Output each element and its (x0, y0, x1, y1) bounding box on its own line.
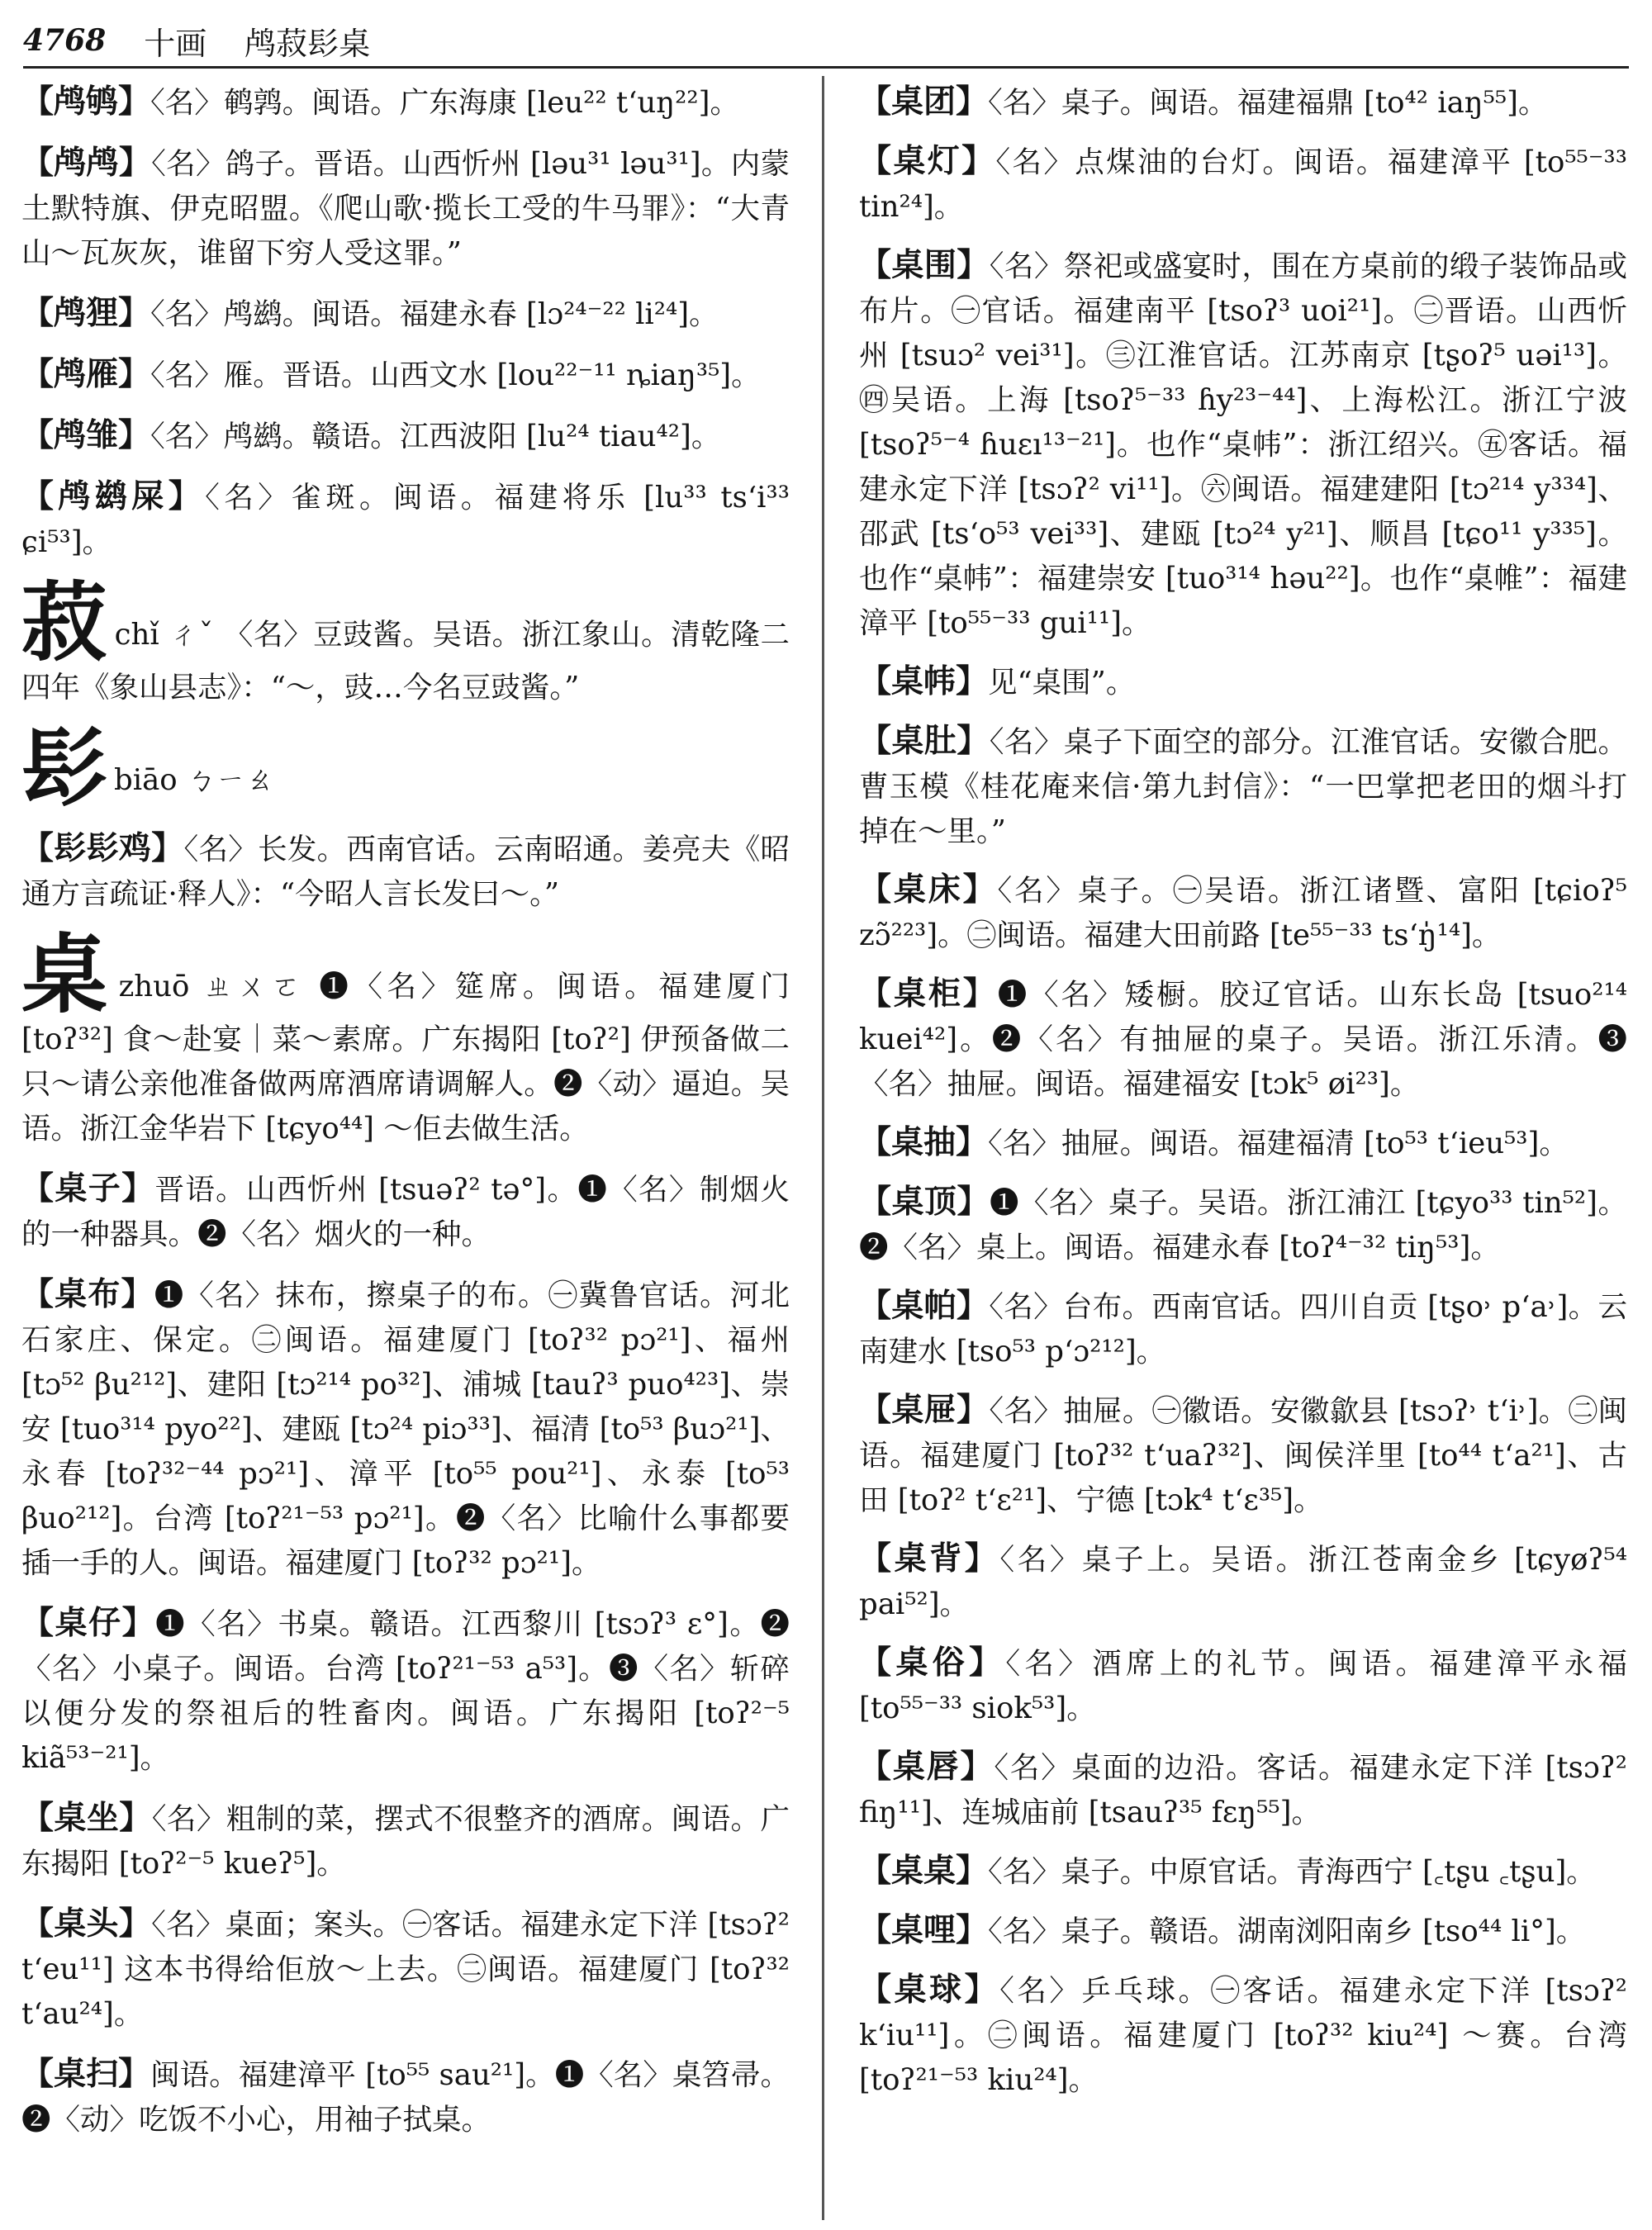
entry-headword: 【髟髟鸡】 (21, 829, 184, 867)
dictionary-entry (21, 1901, 790, 2037)
dictionary-entry (859, 1908, 1627, 1954)
entry-headword: 【桌团】 (859, 83, 989, 121)
entry-headword: 【桌灯】 (859, 142, 996, 180)
entry-definition: ❶〈名〉桌子。吴语。浙江浦江 [tɕyo³³ tin⁵²]。❷〈名〉桌上。闽语。福建永春 [toʔ⁴⁻³² tiŋ⁵³]。 (859, 1186, 1627, 1264)
dictionary-entry (21, 826, 790, 917)
dictionary-entry (21, 1601, 790, 1781)
entry-headword: 【鸬狸】 (21, 294, 151, 332)
entry-definition: 〈名〉桌子。闽语。福建福鼎 [to⁴² iaŋ⁵⁵]。 (988, 86, 1548, 120)
entry-definition: 〈名〉点煤油的台灯。闽语。福建漳平 [to⁵⁵⁻³³ tin²⁴]。 (859, 145, 1627, 224)
dictionary-entry (859, 659, 1627, 705)
character-entry (21, 572, 790, 710)
character-entry (21, 923, 790, 1151)
dictionary-entry (21, 79, 790, 126)
entry-headword: 【桌仔】 (21, 1604, 156, 1642)
entry-definition: 〈名〉桌面；案头。㊀客话。福建永定下洋 [tsɔʔ² tʻeu¹¹] 这本书得给佢放～上去。㊁闽语。福建厦门 [toʔ³² tʻau²⁴]。 (21, 1908, 790, 2031)
entry-headword: 【桌俗】 (859, 1644, 1006, 1682)
entry-headword: 【桌床】 (859, 871, 998, 909)
page-header (23, 15, 1629, 69)
dictionary-entry (859, 1179, 1627, 1270)
dictionary-entry (859, 1744, 1627, 1835)
entry-definition: 〈名〉乒乓球。㊀客话。福建永定下洋 [tsɔʔ² kʻiu¹¹]。㊁闽语。福建厦门 [toʔ³² kiu²⁴] ～赛。台湾 [toʔ²¹⁻⁵³ kiu²⁴]。 (859, 1974, 1627, 2097)
entry-headword: 【桌头】 (21, 1905, 152, 1943)
entry-headword: 【鸬鸬】 (21, 144, 152, 182)
entry-headword: 【桌布】 (21, 1275, 154, 1313)
dictionary-entry (21, 140, 790, 276)
dictionary-entry (21, 291, 790, 337)
dictionary-entry (859, 79, 1627, 126)
entry-definition: zhuō ㄓㄨㄛ ❶〈名〉筵席。闽语。福建厦门 [toʔ³²] 食～赴宴｜菜～素席。广东揭阳 [toʔ²] 伊预备做二只～请公亲他准备做两席酒席请调解人。❷〈动〉逼迫。吴语。浙江金华岩下 [tɕyo⁴⁴] ～佢去做生活。 (21, 970, 790, 1146)
entry-definition: 〈名〉桌子。㊀吴语。浙江诸暨、富阳 [tɕioʔ⁵ zɔ̃²²³]。㊁闽语。福建大田前路 [te⁵⁵⁻³³ tsʻŋ̍¹⁴]。 (859, 874, 1627, 952)
dictionary-entry (859, 243, 1627, 646)
dictionary-entry (21, 1166, 790, 1257)
entry-headword: 【桌帏】 (859, 662, 989, 700)
dictionary-entry (859, 1967, 1627, 2103)
page-number: 4768 (23, 23, 107, 58)
entry-headword: 【桌帕】 (859, 1287, 990, 1325)
dictionary-entry (859, 719, 1627, 854)
dictionary-entry (859, 867, 1627, 958)
entry-headword: 【鸬雏】 (21, 416, 151, 454)
entry-definition: 闽语。福建漳平 [to⁵⁵ sau²¹]。❶〈名〉桌笤帚。❷〈动〉吃饭不小心，用袖子拭桌。 (21, 2058, 790, 2137)
entry-definition: ❶〈名〉抹布，擦桌子的布。㊀冀鲁官话。河北石家庄、保定。㊁闽语。福建厦门 [toʔ³² pɔ²¹]、福州 [tɔ⁵² βu²¹²]、建阳 [tɔ²¹⁴ po³²]、浦城 [tauʔ³ puo⁴²³]、崇安 [tuo³¹⁴ pyo²²]、建瓯 [tɔ²⁴ piɔ³³]、福清 [to⁵³ βuɔ²¹]、永春 [toʔ³²⁻⁴⁴ pɔ²¹]、漳平 [to⁵⁵ pou²¹]、永泰 [to⁵³ βuo²¹²]。台湾 [toʔ²¹⁻⁵³ pɔ²¹]。❷〈名〉比喻什么事都要插一手的人。闽语。福建厦门 [toʔ³² pɔ²¹]。 (21, 1279, 790, 1580)
entry-definition: 〈名〉鸬鹚。赣语。江西波阳 [lu²⁴ tiau⁴²]。 (150, 420, 721, 453)
entry-definition: chǐ ㄔˇ 〈名〉豆豉酱。吴语。浙江象山。清乾隆二四年《象山县志》：“～，豉…今名豆豉酱。” (21, 618, 790, 705)
column-divider (822, 76, 824, 2220)
entry-definition: 〈名〉长发。西南官话。云南昭通。姜亮夫《昭通方言疏证·释人》：“今昭人言长发曰～。” (21, 833, 790, 911)
entry-definition: 〈名〉雀斑。闽语。福建将乐 [lu³³ tsʻi³³ ɕi⁵³]。 (21, 481, 790, 559)
entry-definition: 〈名〉雁。晋语。山西文水 [lou²²⁻¹¹ ȵiaŋ³⁵]。 (150, 358, 761, 392)
dictionary-entry (859, 1120, 1627, 1166)
dictionary-entry (21, 1272, 790, 1586)
entry-definition: 〈名〉鸬鹚。闽语。福建永春 [lɔ²⁴⁻²² li²⁴]。 (150, 297, 719, 331)
right-column (859, 79, 1627, 2220)
entry-headword: 【桌肚】 (859, 722, 990, 760)
entry-headword: 【鸬鸲】 (21, 83, 151, 121)
entry-headword: 【桌扫】 (21, 2055, 151, 2093)
stroke-count: 十画 (144, 25, 207, 62)
entry-definition: 〈名〉粗制的菜，摆式不很整齐的酒席。闽语。广东揭阳 [toʔ²⁻⁵ kueʔ⁵]。 (21, 1802, 790, 1881)
dictionary-entry (21, 352, 790, 398)
entry-headword: 【鸬雁】 (21, 355, 151, 393)
entry-definition: 〈名〉祭祀或盛宴时，围在方桌前的缎子装饰品或布片。㊀官话。福建南平 [tsoʔ³ uoi²¹]。㊁晋语。山西忻州 [tsuɔ² vei³¹]。㊂江淮官话。江苏南京 [tʂoʔ⁵ uəi¹³]。㊃吴语。上海 [tsoʔ⁵⁻³³ ɦy²³⁻⁴⁴]、上海松江。浙江宁波 [tsoʔ⁵⁻⁴ ɦuɛı¹³⁻²¹]。也作“桌帏”：浙江绍兴。㊄客话。福建永定下洋 [tsɔʔ² vi¹¹]。㊅闽语。福建建阳 [tɔ²¹⁴ y³³⁴]、邵武 [tsʻo⁵³ vei³³]、建瓯 [tɔ²⁴ y²¹]、顺昌 [tɕo¹¹ y³³⁵]。也作“桌帏”：福建崇安 [tuo³¹⁴ həu²²]。也作“桌帷”：福建漳平 [to⁵⁵⁻³³ gui¹¹]。 (859, 249, 1627, 640)
entry-definition: ❶〈名〉书桌。赣语。江西黎川 [tsɔʔ³ ɛ°]。❷〈名〉小桌子。闽语。台湾 [toʔ²¹⁻⁵³ a⁵³]。❸〈名〉斩碎以便分发的祭祖后的牲畜肉。闽语。广东揭阳 [toʔ²⁻⁵ kiã⁵³⁻²¹]。 (21, 1607, 790, 1775)
entry-definition: 〈名〉鸽子。晋语。山西忻州 [ləu³¹ ləu³¹]。内蒙土默特旗、伊克昭盟。《爬山歌·揽长工受的牛马罪》：“大青山～瓦灰灰，谁留下穷人受这罪。” (21, 147, 790, 270)
dictionary-entry (21, 1796, 790, 1886)
entry-headword: 【桌坐】 (21, 1799, 152, 1837)
head-character: 髟 (21, 717, 108, 818)
head-character: 菽 (21, 572, 108, 673)
entry-definition: 〈名〉桌面的边沿。客话。福建永定下洋 [tsɔʔ² fiŋ¹¹]、连城庙前 [tsauʔ³⁵ fɛŋ⁵⁵]。 (859, 1751, 1627, 1829)
entry-headword: 【桌抽】 (859, 1123, 989, 1161)
head-character: 桌 (21, 923, 112, 1025)
dictionary-entry (859, 1283, 1627, 1374)
entry-definition: 见“桌围”。 (988, 666, 1136, 700)
dictionary-entry (859, 971, 1627, 1107)
dictionary-entry (859, 139, 1627, 230)
entry-headword: 【桌哩】 (859, 1911, 989, 1949)
dictionary-entry (859, 1536, 1627, 1627)
entry-headword: 【桌子】 (21, 1170, 155, 1208)
dictionary-entry (21, 413, 790, 459)
entry-definition: 〈名〉酒席上的礼节。闽语。福建漳平永福 [to⁵⁵⁻³³ siok⁵³]。 (859, 1647, 1627, 1725)
entry-definition: 〈名〉抽屉。闽语。福建福清 [to⁵³ tʻieu⁵³]。 (988, 1127, 1569, 1160)
entry-definition: 〈名〉桌子。中原官话。青海西宁 [꜀tʂu ꜀tʂu]。 (988, 1855, 1596, 1889)
entry-headword: 【鸬鹚屎】 (21, 477, 206, 515)
entry-headword: 【桌围】 (859, 246, 990, 284)
entry-headword: 【桌屉】 (859, 1391, 990, 1429)
dictionary-entry (859, 1640, 1627, 1731)
entry-headword: 【桌桌】 (859, 1852, 989, 1890)
entry-definition: 〈名〉鹌鹑。闽语。广东海康 [leu²² tʻuŋ²²]。 (150, 86, 739, 120)
entry-headword: 【桌顶】 (859, 1183, 990, 1221)
entry-pronunciation: biāo ㄅㄧㄠ (114, 763, 275, 797)
dictionary-entry (21, 474, 790, 565)
dictionary-entry (859, 1388, 1627, 1523)
entry-headword: 【桌背】 (859, 1540, 1000, 1578)
dictionary-entry (859, 1848, 1627, 1895)
entry-definition: 〈名〉桌子下面空的部分。江淮官话。安徽合肥。曹玉模《桂花庵来信·第九封信》：“一巴掌把老田的烟斗打掉在～里。” (859, 725, 1627, 848)
entry-headword: 【桌唇】 (859, 1748, 995, 1786)
entry-definition: 〈名〉抽屉。㊀徽语。安徽歙县 [tsɔʔ˒ tʻi˒]。㊁闽语。福建厦门 [toʔ³² tʻuaʔ³²]、闽侯洋里 [to⁴⁴ tʻa²¹]、古田 [toʔ² tʻɛ²¹]、宁德 [tɔk⁴ tʻɛ³⁵]。 (859, 1394, 1627, 1517)
entry-definition: 晋语。山西忻州 [tsuəʔ² tə°]。❶〈名〉制烟火的一种器具。❷〈名〉烟火的一种。 (21, 1173, 790, 1251)
entry-definition: 〈名〉桌子上。吴语。浙江苍南金乡 [tɕyøʔ⁵⁴ pai⁵²]。 (859, 1543, 1627, 1621)
entry-definition: ❶〈名〉矮橱。胶辽官话。山东长岛 [tsuo²¹⁴ kuei⁴²]。❷〈名〉有抽屉的桌子。吴语。浙江乐清。❸〈名〉抽屉。闽语。福建福安 [tɔk⁵ øi²³]。 (859, 978, 1627, 1101)
entry-definition: 〈名〉台布。西南官话。四川自贡 [tʂo˒ pʻa˒]。云南建水 [tso⁵³ pʻɔ²¹²]。 (859, 1290, 1627, 1369)
header-characters: 鸬菽髟桌 (244, 25, 371, 62)
left-column (21, 79, 790, 2220)
entry-headword: 【桌柜】 (859, 975, 998, 1013)
character-entry (21, 717, 790, 818)
dictionary-entry (21, 2052, 790, 2142)
entry-definition: 〈名〉桌子。赣语。湖南浏阳南乡 [tso⁴⁴ li°]。 (988, 1914, 1586, 1948)
entry-headword: 【桌球】 (859, 1971, 1000, 2009)
